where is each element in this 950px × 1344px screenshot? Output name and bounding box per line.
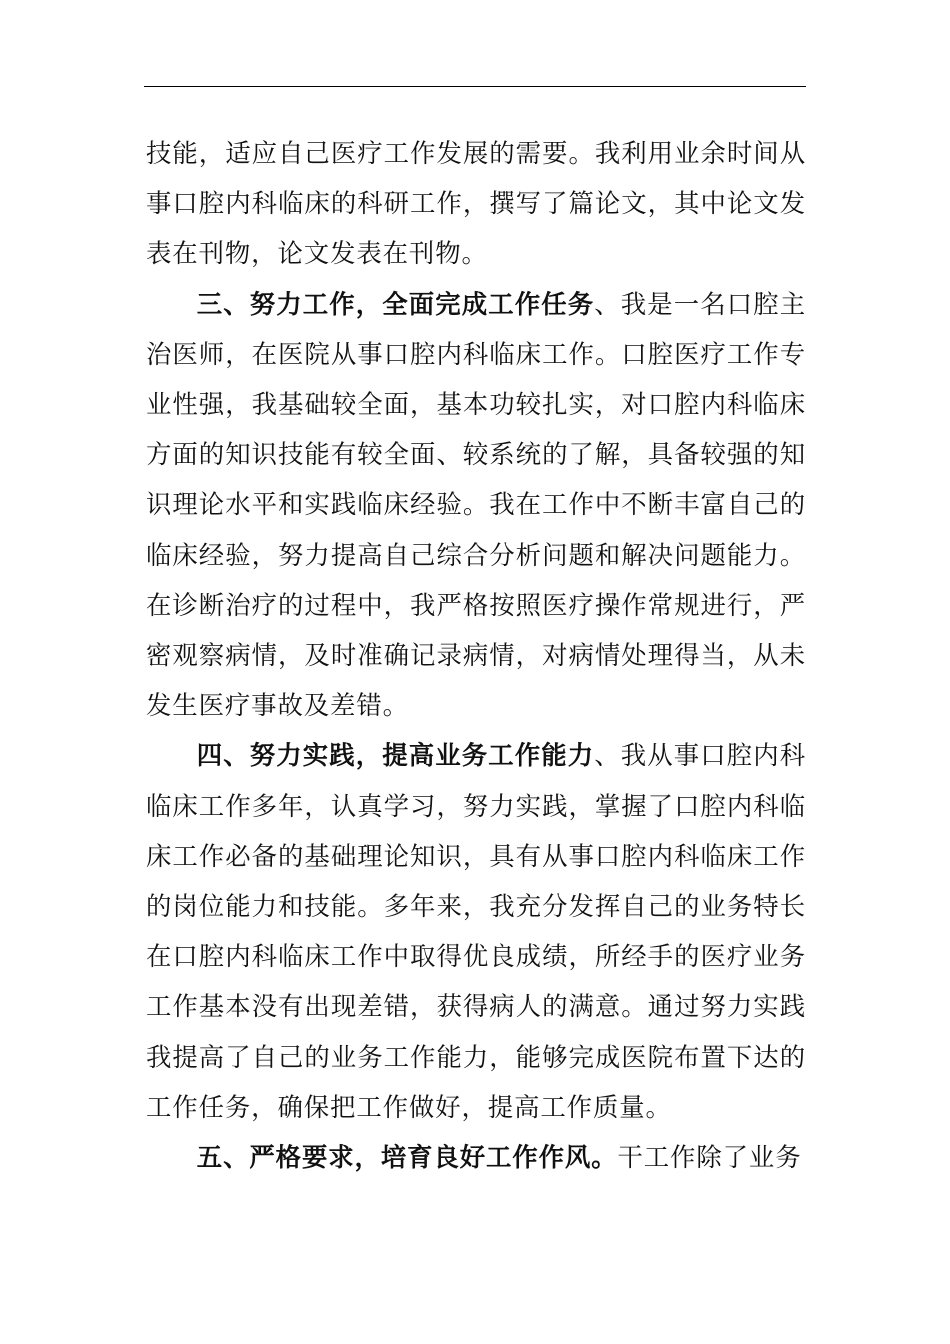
paragraph-section-3	[146, 279, 806, 731]
paragraph-text: 、我从事口腔内科临床工作多年，认真学习，努力实践，掌握了口腔内科临床工作必备的基础理论知识，具有从事口腔内科临床工作的岗位能力和技能。多年来，我充分发挥自己的业务特长在口腔内科临床工作中取得优良成绩，所经手的医疗业务工作基本没有出现差错，获得病人的满意。通过努力实践我提高了自己的业务工作能力，能够完成医院布置下达的工作任务，确保把工作做好，提高工作质量。	[146, 740, 807, 1122]
paragraph-continued	[146, 128, 806, 279]
section-heading-4: 四、努力实践，提高业务工作能力	[196, 740, 595, 771]
paragraph-text: 技能，适应自己医疗工作发展的需要。我利用业余时间从事口腔内科临床的科研工作，撰写了篇论文，其中论文发表在刊物，论文发表在刊物。	[146, 138, 806, 269]
paragraph-text: 、我是一名口腔主治医师，在医院从事口腔内科临床工作。口腔医疗工作专业性强，我基础较全面，基本功较扎实，对口腔内科临床方面的知识技能有较全面、较系统的了解，具备较强的知识理论水平和实践临床经验。我在工作中不断丰富自己的临床经验，努力提高自己综合分析问题和解决问题能力。在诊断治疗的过程中，我严格按照医疗操作常规进行，严密观察病情，及时准确记录病情，对病情处理得当，从未发生医疗事故及差错。	[146, 288, 807, 721]
paragraph-section-4	[146, 730, 806, 1132]
paragraph-text: 干工作除了业务	[617, 1142, 802, 1173]
document-body	[146, 128, 806, 1182]
section-heading-3: 三、努力工作，全面完成工作任务	[196, 288, 595, 319]
section-heading-5: 五、严格要求，培育良好工作作风。	[196, 1142, 618, 1173]
header-rule	[144, 86, 806, 87]
paragraph-section-5	[146, 1132, 806, 1182]
